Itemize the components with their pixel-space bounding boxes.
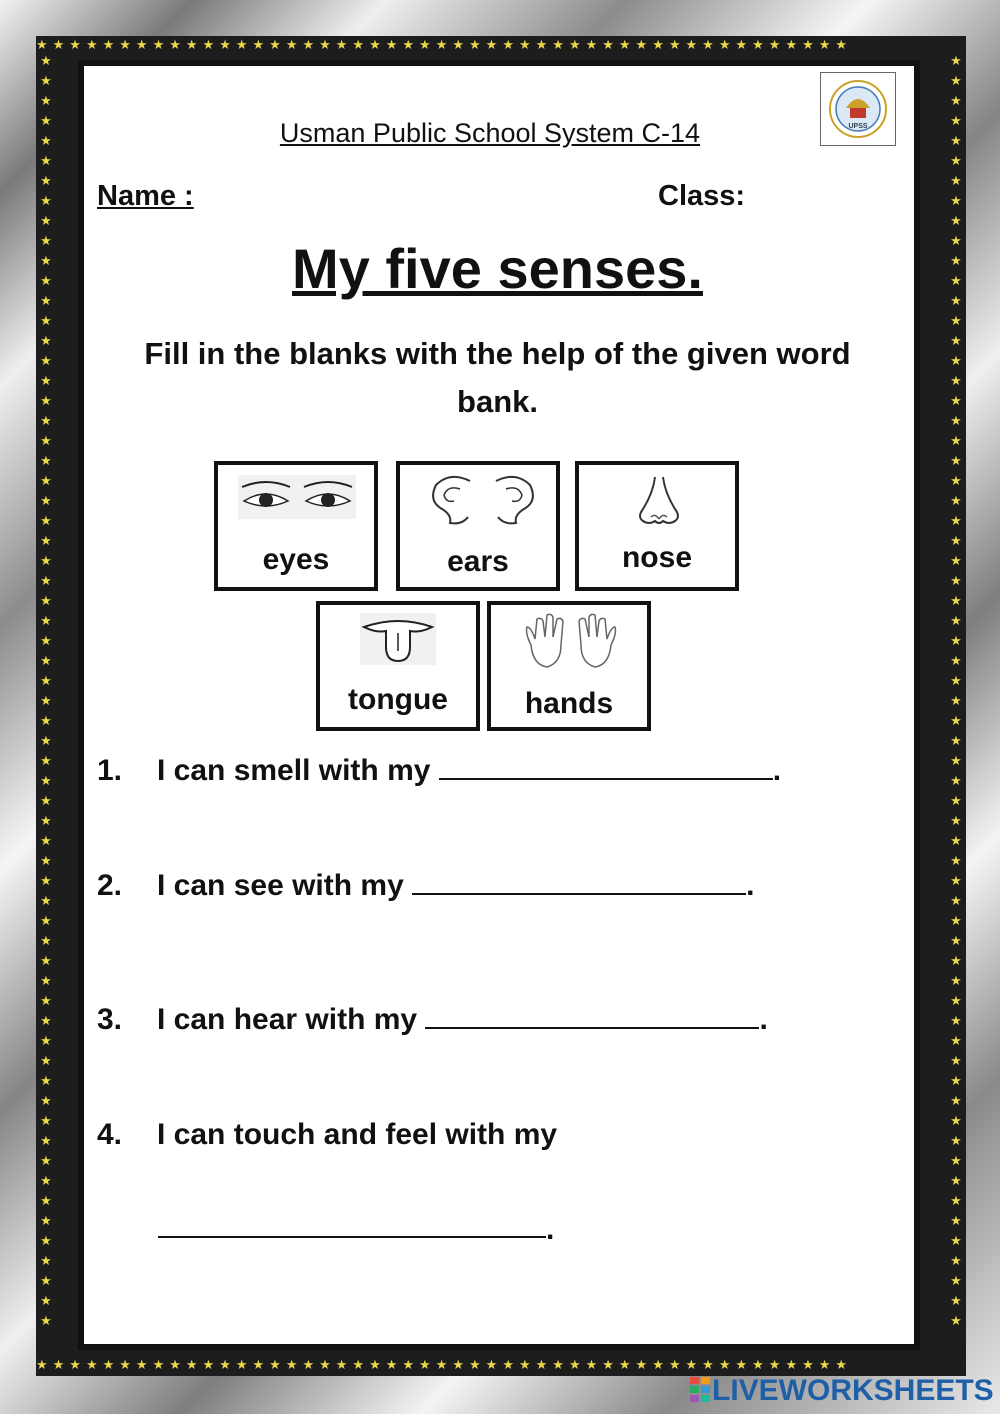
word-card-tongue <box>316 601 480 731</box>
question-period: . <box>759 1003 768 1036</box>
question-2 <box>97 869 754 903</box>
star-border-left: ★★★★★★★★★★★★★★★★★★★★★★★★★★★★★★★★★★★★★★★★★★★★★★★★★★★★★★★★★★★★★★★★ <box>40 54 52 1329</box>
question-number: 2. <box>97 869 123 902</box>
word-label: eyes <box>262 543 330 576</box>
svg-text:UPSS: UPSS <box>848 123 868 130</box>
tongue-icon <box>360 613 436 665</box>
word-label: tongue <box>348 683 448 716</box>
question-period: . <box>746 869 755 902</box>
watermark-text: LIVEWORKSHEETS <box>712 1374 994 1407</box>
answer-blank-3[interactable] <box>425 1005 759 1029</box>
word-card-ears <box>396 461 560 591</box>
eyes-icon <box>238 475 356 519</box>
answer-blank-2[interactable] <box>412 871 746 895</box>
class-label: Class: <box>658 180 746 212</box>
question-period: . <box>772 754 782 787</box>
question-text: I can touch and feel with my <box>157 1118 558 1151</box>
liveworksheets-logo-icon <box>690 1377 712 1403</box>
school-name: Usman Public School System C-14 <box>279 118 701 148</box>
star-border-right: ★★★★★★★★★★★★★★★★★★★★★★★★★★★★★★★★★★★★★★★★★★★★★★★★★★★★★★★★★★★★★★★★ <box>950 54 962 1329</box>
word-card-eyes <box>214 461 378 591</box>
question-number: 1. <box>97 754 123 787</box>
question-text: I can hear with my <box>157 1003 418 1036</box>
question-number: 3. <box>97 1003 123 1036</box>
word-label: hands <box>524 687 614 720</box>
answer-blank-1[interactable] <box>439 756 773 780</box>
answer-blank-4[interactable] <box>158 1236 546 1238</box>
question-1 <box>97 754 781 788</box>
word-card-hands <box>487 601 651 731</box>
question-period: . <box>546 1213 555 1246</box>
word-label: ears <box>447 545 509 578</box>
question-number: 4. <box>97 1118 123 1151</box>
name-label: Name : <box>97 180 194 212</box>
worksheet-title: My five senses. <box>292 237 703 300</box>
question-text: I can see with my <box>157 869 404 902</box>
nose-icon <box>631 473 687 529</box>
ears-icon <box>428 471 538 527</box>
star-border-bottom: ★★★★★★★★★★★★★★★★★★★★★★★★★★★★★★★★★★★★★★★★★★★★★★★★★ <box>36 1358 853 1373</box>
word-card-nose <box>575 461 739 591</box>
question-text: I can smell with my <box>157 754 431 787</box>
star-border-top: ★★★★★★★★★★★★★★★★★★★★★★★★★★★★★★★★★★★★★★★★★★★★★★★★★ <box>36 38 853 53</box>
question-3 <box>97 1003 768 1037</box>
question-4 <box>97 1118 557 1152</box>
hands-icon <box>521 611 621 673</box>
word-label: nose <box>621 541 693 574</box>
instruction-text: Fill in the blanks with the help of the given word bank. <box>144 336 851 419</box>
liveworksheets-watermark <box>690 1374 994 1408</box>
